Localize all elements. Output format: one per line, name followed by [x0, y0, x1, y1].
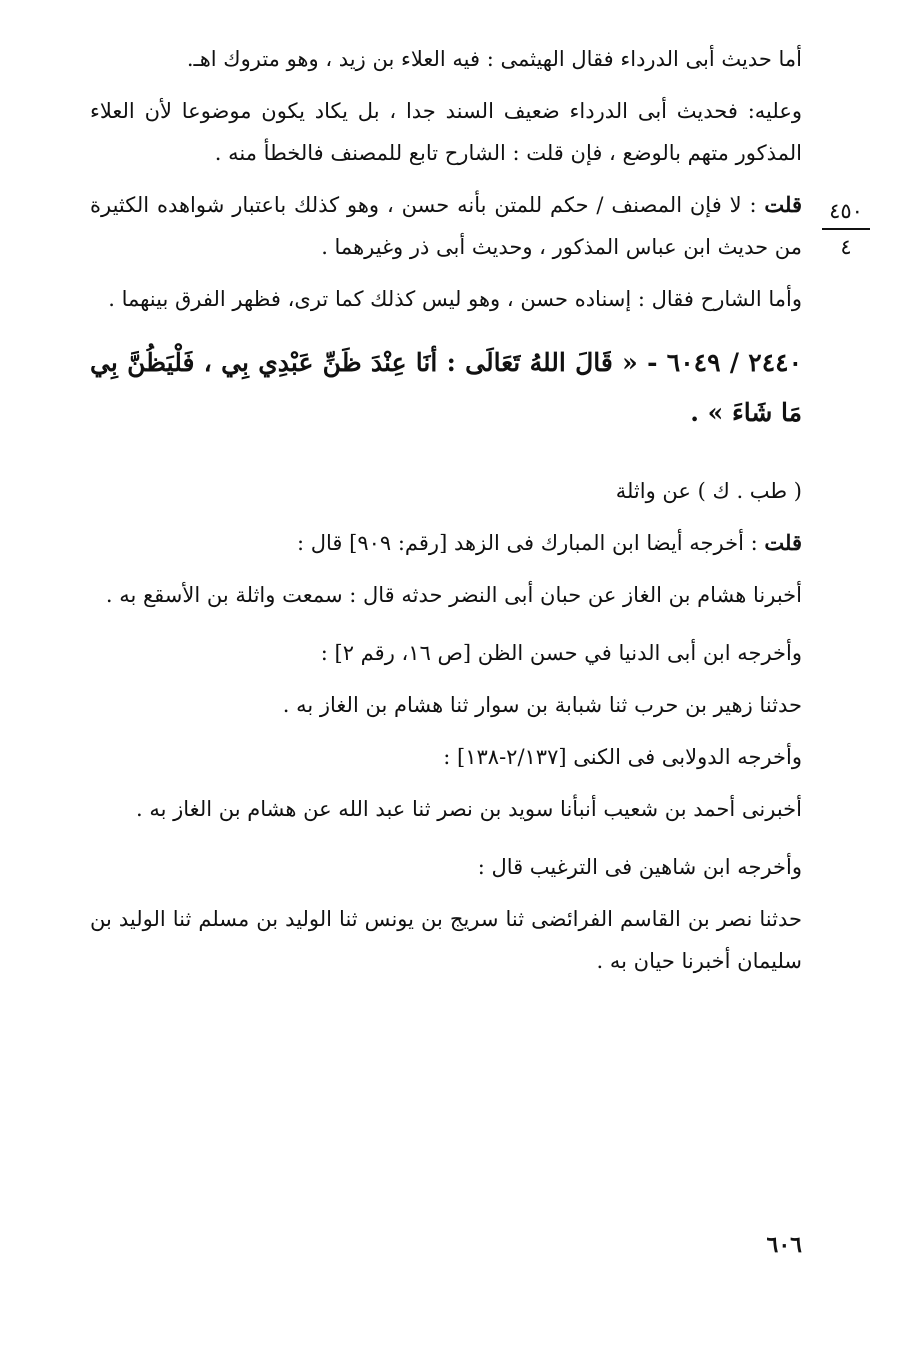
- hadith-text: [90, 338, 802, 438]
- paragraph-text: وأخرجه ابن شاهين فى الترغيب قال :: [477, 855, 802, 879]
- paragraph-commentator: [90, 278, 802, 320]
- paragraph-text: : لا فإن المصنف / حكم للمتن بأنه حسن ، وهو كذلك باعتبار شواهده الكثيرة من حديث ابن عباس المذكور ، وحديث أبى ذر وغيرهما .: [90, 193, 802, 259]
- paragraph-text: : أخرجه أيضا ابن المبارك فى الزهد [رقم: ٩٠٩] قال :: [297, 531, 765, 555]
- paragraph-text: وأخرجه ابن أبى الدنيا في حسن الظن [ص ١٦، رقم ٢] :: [320, 641, 802, 665]
- keyword-qultu: قلت: [764, 192, 802, 217]
- takhrij-chain-zuhayr: [90, 684, 802, 726]
- hadith-number: ٢٤٤٠ / ٦٠٤٩: [666, 348, 802, 377]
- source-text: ( طب . ك ) عن واثلة: [615, 479, 802, 503]
- paragraph-weak-chain: [90, 90, 802, 174]
- paragraph-haythami: [90, 38, 802, 80]
- margin-reference-divider: [822, 228, 870, 230]
- takhrij-chain-ahmad: [90, 788, 802, 830]
- paragraph-text: أخبرنا هشام بن الغاز عن حبان أبى النضر حدثه قال : سمعت واثلة بن الأسقع به .: [105, 583, 802, 607]
- keyword-qultu: قلت: [764, 530, 802, 555]
- takhrij-ibn-mubarak: [90, 522, 802, 564]
- takhrij-dulabi: [90, 736, 802, 778]
- paragraph-text: وعليه: فحديث أبى الدرداء ضعيف السند جدا ، بل يكاد يكون موضوعا لأن العلاء المذكور متهم بالوضع ، فإن قلت : الشارح تابع للمصنف فالخطأ منه .: [90, 99, 802, 165]
- paragraph-text: حدثنا زهير بن حرب ثنا شبابة بن سوار ثنا هشام بن الغاز به .: [282, 693, 802, 717]
- margin-reference-page: ٤٥٠: [829, 199, 863, 223]
- paragraph-text: أخبرنى أحمد بن شعيب أنبأنا سويد بن نصر ثنا عبد الله عن هشام بن الغاز به .: [136, 797, 802, 821]
- takhrij-ibn-abi-dunya: [90, 632, 802, 674]
- margin-reference-volume: ٤: [840, 235, 852, 259]
- takhrij-ibn-shahin: [90, 846, 802, 888]
- takhrij-chain-hisham: [90, 574, 802, 616]
- paragraph-response: [90, 184, 802, 268]
- paragraph-text: حدثنا نصر بن القاسم الفرائضى ثنا سريج بن يونس ثنا الوليد بن مسلم ثنا الوليد بن سليمان أخبرنا حيان به .: [90, 907, 802, 973]
- paragraph-text: وأخرجه الدولابى فى الكنى [٢/١٣٧-١٣٨] :: [443, 745, 802, 769]
- paragraph-text: وأما الشارح فقال : إسناده حسن ، وهو ليس كذلك كما ترى، فظهر الفرق بينهما .: [108, 287, 802, 311]
- main-text: [90, 38, 802, 982]
- hadith-body: - « قَالَ اللهُ تَعَالَى : أنَا عِنْدَ ظَنِّ عَبْدِي بِي ، فَلْيَظُنَّ بِي مَا شَاءَ » .: [90, 348, 802, 427]
- hadith-source: [90, 470, 802, 512]
- takhrij-chain-nasr: [90, 898, 802, 982]
- paragraph-text: أما حديث أبى الدرداء فقال الهيثمى : فيه العلاء بن زيد ، وهو متروك اهـ.: [186, 47, 802, 71]
- margin-volume-reference: [818, 196, 874, 262]
- page-number: ٦٠٦: [766, 1232, 802, 1258]
